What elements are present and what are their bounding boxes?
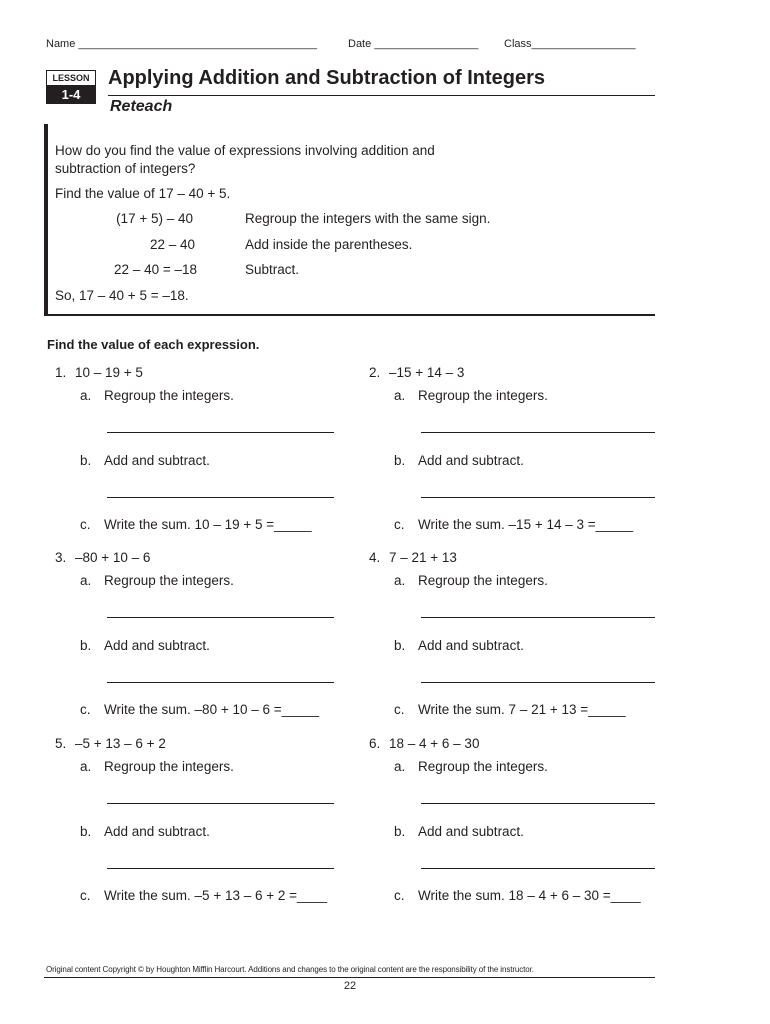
part-a-text: Regroup the integers. [418, 759, 548, 774]
part-a-text: Regroup the integers. [418, 388, 548, 403]
example-step-desc: Subtract. [245, 262, 300, 277]
part-c-expression: 10 – 19 + 5 = [194, 517, 275, 532]
class-blank: _________________ [531, 38, 636, 50]
part-c-label: Write the sum. [104, 702, 191, 717]
part-a-letter: a. [80, 388, 92, 403]
part-b-answer-line[interactable] [421, 497, 655, 498]
problem-expression: –80 + 10 – 6 [75, 550, 151, 565]
part-c-expression: 18 – 4 + 6 – 30 = [508, 888, 611, 903]
part-c-text [418, 702, 626, 717]
part-a-answer-line[interactable] [421, 432, 655, 433]
part-c-text [418, 888, 641, 903]
part-a-answer-line[interactable] [421, 803, 655, 804]
part-c-label: Write the sum. [104, 517, 191, 532]
date-field[interactable] [348, 38, 478, 50]
part-b-letter: b. [80, 824, 92, 839]
part-b-answer-line[interactable] [421, 682, 655, 683]
example-box-border [44, 124, 48, 316]
lesson-badge [46, 70, 96, 104]
part-c-expression: –15 + 14 – 3 = [508, 517, 596, 532]
part-c-letter: c. [394, 702, 405, 717]
example-conclusion: So, 17 – 40 + 5 = –18. [55, 288, 189, 303]
part-b-letter: b. [80, 453, 92, 468]
page-title: Applying Addition and Subtraction of Integers [108, 67, 546, 89]
part-b-text: Add and subtract. [104, 453, 210, 468]
example-question-line2: subtraction of integers? [55, 161, 196, 176]
part-b-letter: b. [80, 638, 92, 653]
problem-expression: –5 + 13 – 6 + 2 [75, 736, 166, 751]
part-a-answer-line[interactable] [421, 617, 655, 618]
part-a-letter: a. [394, 388, 406, 403]
lesson-number: 1-4 [47, 85, 95, 104]
part-c-letter: c. [80, 888, 91, 903]
sum-answer-blank[interactable]: _____ [588, 702, 626, 717]
part-b-answer-line[interactable] [107, 497, 334, 498]
lesson-badge-label: LESSON [52, 73, 90, 83]
part-a-text: Regroup the integers. [104, 388, 234, 403]
page-number: 22 [343, 980, 357, 992]
part-c-letter: c. [80, 517, 91, 532]
part-c-text [104, 702, 319, 717]
sum-answer-blank[interactable]: _____ [281, 702, 320, 717]
problem-number: 6. [369, 736, 381, 751]
part-a-letter: a. [80, 573, 92, 588]
problem-number: 2. [369, 365, 381, 380]
problem-expression: 10 – 19 + 5 [75, 365, 143, 380]
sum-answer-blank[interactable]: ____ [297, 888, 328, 903]
example-box-bottom-border [44, 314, 655, 316]
part-a-answer-line[interactable] [107, 803, 334, 804]
class-field[interactable] [504, 38, 636, 50]
part-b-text: Add and subtract. [104, 824, 210, 839]
exercise-instructions: Find the value of each expression. [47, 337, 260, 352]
page-subtitle: Reteach [110, 98, 173, 115]
part-b-letter: b. [394, 453, 406, 468]
problem-number: 4. [369, 550, 381, 565]
part-b-answer-line[interactable] [107, 868, 334, 869]
sum-answer-blank[interactable]: _____ [274, 517, 312, 532]
sum-answer-blank[interactable]: _____ [595, 517, 634, 532]
example-step-expr: 22 – 40 [149, 237, 195, 252]
part-b-answer-line[interactable] [107, 682, 334, 683]
part-a-text: Regroup the integers. [418, 573, 548, 588]
name-label: Name [46, 38, 76, 50]
part-c-label: Write the sum. [418, 888, 505, 903]
name-field[interactable] [46, 38, 317, 50]
part-c-text [104, 517, 312, 532]
part-b-text: Add and subtract. [418, 638, 524, 653]
example-step-desc: Add inside the parentheses. [245, 237, 413, 252]
part-c-letter: c. [80, 702, 91, 717]
example-step-expr: 22 – 40 = –18 [114, 262, 197, 277]
example-step-expr: (17 + 5) – 40 [116, 211, 193, 226]
part-a-text: Regroup the integers. [104, 573, 234, 588]
part-b-text: Add and subtract. [418, 453, 524, 468]
part-c-letter: c. [394, 517, 405, 532]
date-blank: _________________ [374, 38, 479, 50]
part-c-text [418, 517, 633, 532]
problem-number: 1. [55, 365, 67, 380]
part-a-text: Regroup the integers. [104, 759, 234, 774]
name-blank: _______________________________________ [78, 38, 317, 50]
part-b-letter: b. [394, 824, 406, 839]
footer-divider [44, 977, 655, 978]
copyright-notice: Original content Copyright © by Houghton Mifflin Harcourt. Additions and changes to the original content are the responsibility of the instructor. [46, 965, 534, 974]
part-a-letter: a. [80, 759, 92, 774]
problem-expression: 7 – 21 + 13 [389, 550, 457, 565]
part-b-answer-line[interactable] [421, 868, 655, 869]
part-c-expression: 7 – 21 + 13 = [508, 702, 589, 717]
part-b-text: Add and subtract. [418, 824, 524, 839]
part-a-answer-line[interactable] [107, 617, 334, 618]
date-label: Date [348, 38, 372, 50]
part-c-expression: –80 + 10 – 6 = [194, 702, 282, 717]
part-c-letter: c. [394, 888, 405, 903]
part-a-letter: a. [394, 759, 406, 774]
part-c-expression: –5 + 13 – 6 + 2 = [194, 888, 298, 903]
part-a-letter: a. [394, 573, 406, 588]
problem-expression: –15 + 14 – 3 [389, 365, 465, 380]
problem-expression: 18 – 4 + 6 – 30 [389, 736, 480, 751]
example-find: Find the value of 17 – 40 + 5. [55, 186, 231, 201]
example-step-desc: Regroup the integers with the same sign. [245, 211, 491, 226]
problem-number: 5. [55, 736, 67, 751]
problem-number: 3. [55, 550, 67, 565]
part-a-answer-line[interactable] [107, 432, 334, 433]
title-divider [108, 95, 655, 96]
part-c-label: Write the sum. [418, 702, 505, 717]
sum-answer-blank[interactable]: ____ [610, 888, 641, 903]
part-b-letter: b. [394, 638, 406, 653]
example-question-line1: How do you find the value of expressions involving addition and [55, 143, 435, 158]
part-b-text: Add and subtract. [104, 638, 210, 653]
class-label: Class [504, 38, 532, 50]
part-c-label: Write the sum. [418, 517, 505, 532]
part-c-label: Write the sum. [104, 888, 191, 903]
part-c-text [104, 888, 327, 903]
